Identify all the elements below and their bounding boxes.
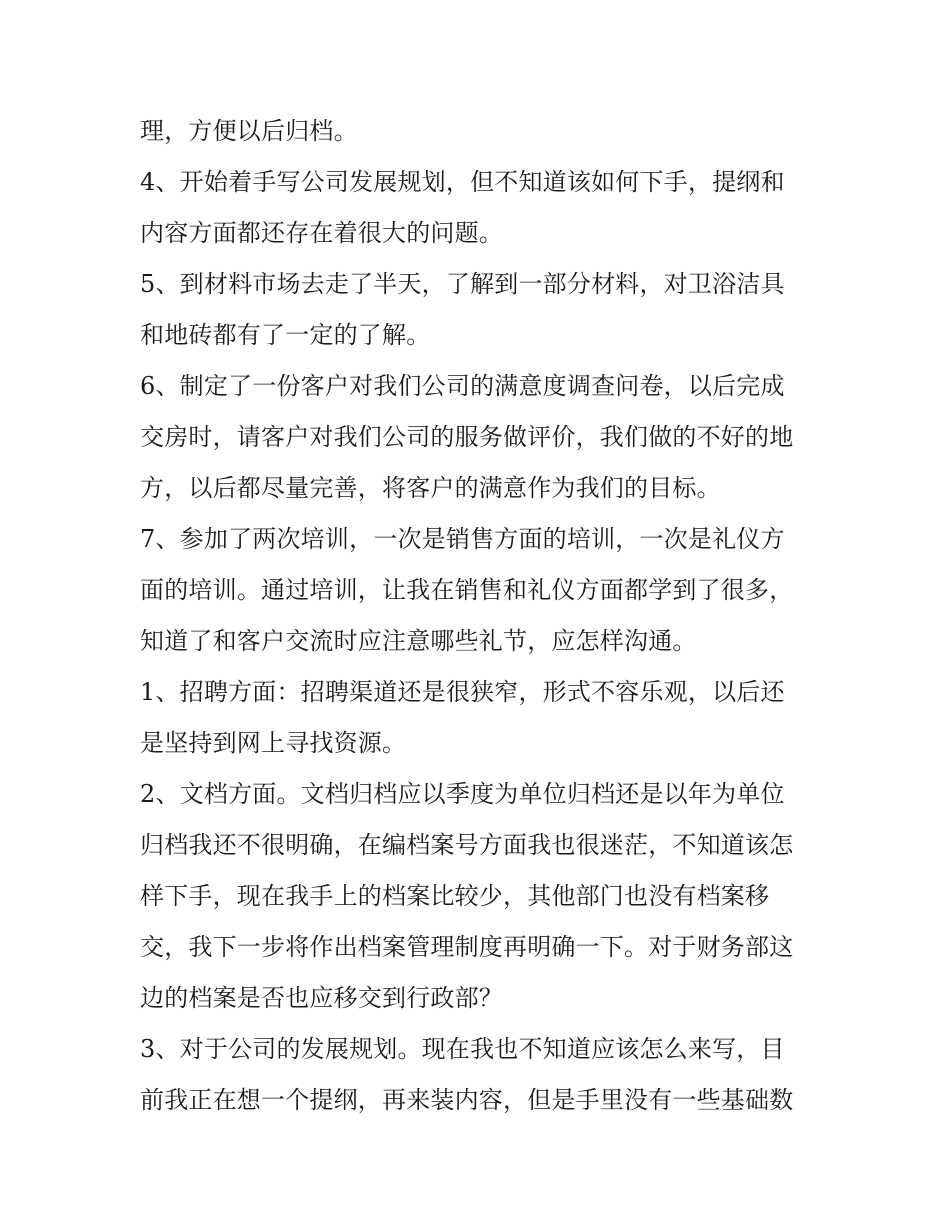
text-line: 1、招聘方面：招聘渠道还是很狭窄，形式不容乐观，以后还 (140, 678, 785, 706)
text-line: 知道了和客户交流时应注意哪些礼节，应怎样沟通。 (140, 627, 697, 655)
text-line: 5、到材料市场去走了半天，了解到一部分材料，对卫浴洁具 (140, 270, 785, 298)
text-line: 是坚持到网上寻找资源。 (140, 729, 407, 757)
text-line: 交，我下一步将作出档案管理制度再明确一下。对于财务部这 (140, 933, 794, 961)
text-line: 2、文档方面。文档归档应以季度为单位归档还是以年为单位 (140, 780, 785, 808)
text-line: 样下手，现在我手上的档案比较少，其他部门也没有档案移 (140, 882, 770, 910)
text-line: 7、参加了两次培训，一次是销售方面的培训，一次是礼仪方 (140, 525, 785, 553)
text-line: 3、对于公司的发展规划。现在我也不知道应该怎么来写，目 (140, 1035, 785, 1063)
text-line: 前我正在想一个提纲，再来装内容，但是手里没有一些基础数 (140, 1086, 794, 1114)
text-line: 和地砖都有了一定的了解。 (140, 321, 431, 349)
text-line: 交房时，请客户对我们公司的服务做评价，我们做的不好的地 (140, 423, 794, 451)
text-line: 6、制定了一份客户对我们公司的满意度调查问卷，以后完成 (140, 372, 785, 400)
text-line: 归档我还不很明确，在编档案号方面我也很迷茫，不知道该怎 (140, 831, 794, 859)
text-line: 内容方面都还存在着很大的问题。 (140, 219, 503, 247)
text-line: 面的培训。通过培训，让我在销售和礼仪方面都学到了很多， (140, 576, 794, 604)
text-line: 4、开始着手写公司发展规划，但不知道该如何下手，提纲和 (140, 168, 785, 196)
text-line: 边的档案是否也应移交到行政部？ (140, 984, 503, 1012)
document-body (140, 106, 830, 1126)
text-line: 方，以后都尽量完善，将客户的满意作为我们的目标。 (140, 474, 721, 502)
text-line: 理，方便以后归档。 (140, 117, 358, 145)
